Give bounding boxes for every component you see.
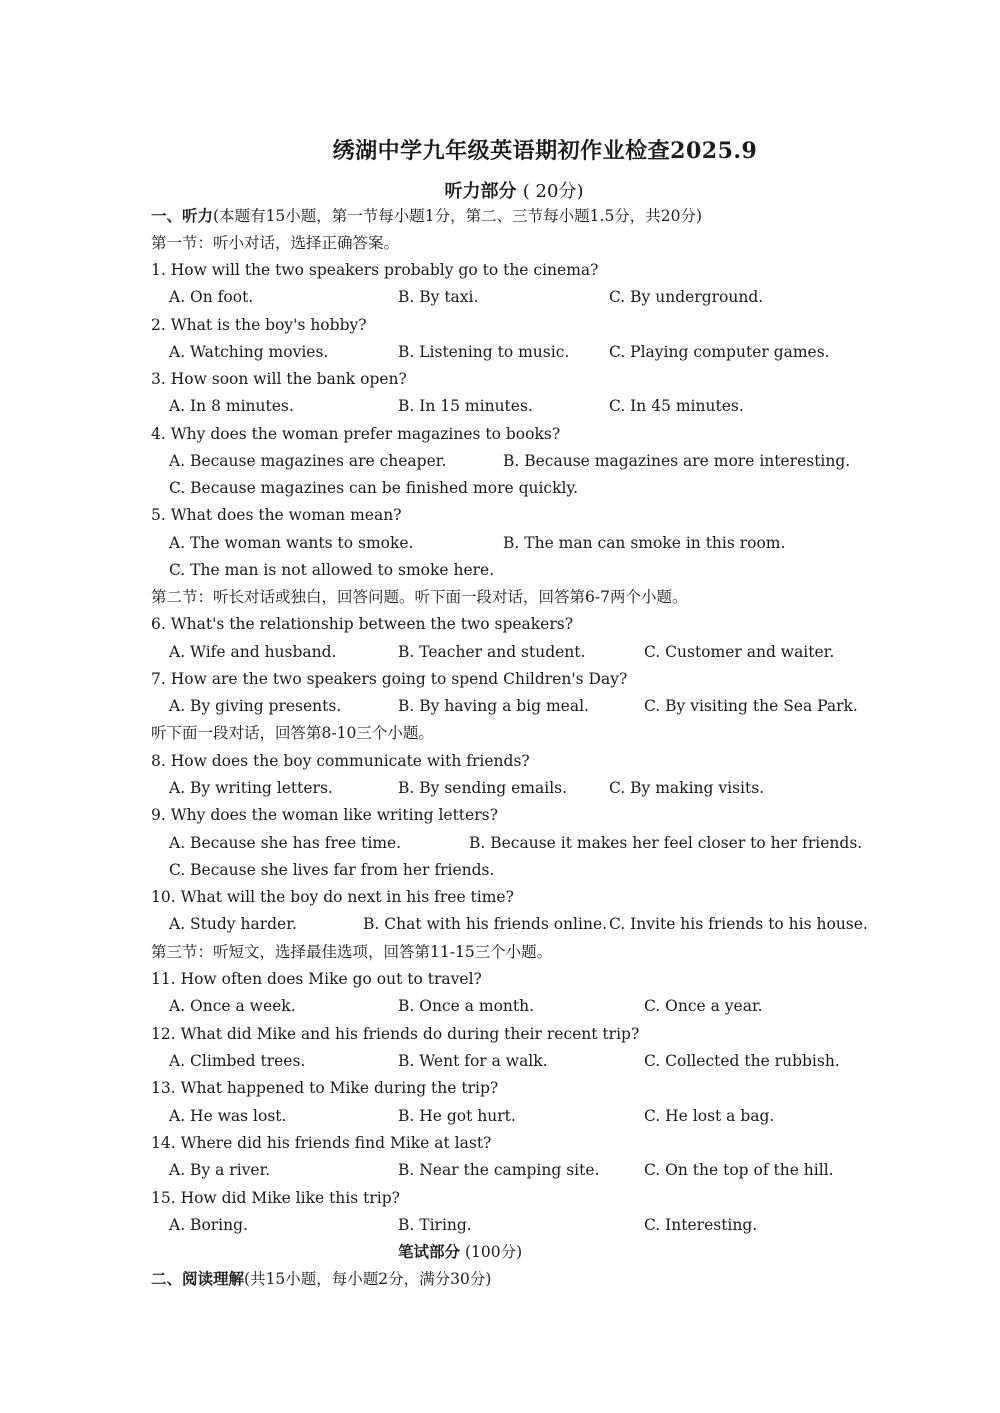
- listening-heading-points: ( 20分): [522, 181, 584, 202]
- dialogue-8-10-text: 听下面一段对话，回答第8-10三个小题。: [151, 724, 434, 742]
- option-a: A. Study harder.: [169, 915, 297, 933]
- question-text: 10. What will the boy do next in his free time?: [151, 888, 514, 906]
- option-a: A. Because magazines are cheaper.: [169, 452, 447, 470]
- option-b: B. Listening to music.: [398, 343, 570, 361]
- option-c: C. Because she lives far from her friends.: [169, 861, 495, 879]
- question-11-options: [0, 993, 1000, 1019]
- listening-heading: [0, 177, 1000, 203]
- question-4-options: [0, 448, 1000, 474]
- question-8-options: [0, 775, 1000, 801]
- option-b: B. Tiring.: [398, 1216, 472, 1234]
- question-text: 6. What's the relationship between the two speakers?: [151, 615, 574, 633]
- option-a: A. Once a week.: [169, 997, 296, 1015]
- question-9: [0, 802, 1000, 828]
- option-a: A. Climbed trees.: [169, 1052, 306, 1070]
- question-text: 5. What does the woman mean?: [151, 506, 402, 524]
- question-1-options: [0, 284, 1000, 310]
- question-12-options: [0, 1048, 1000, 1074]
- part2-label: 二、阅读理解: [151, 1269, 245, 1288]
- dialogue-8-10-heading: [0, 720, 1000, 746]
- question-text: 7. How are the two speakers going to spend Children's Day?: [151, 670, 628, 688]
- option-c: C. Playing computer games.: [609, 343, 830, 361]
- question-text: 15. How did Mike like this trip?: [151, 1189, 400, 1207]
- option-b: B. Because it makes her feel closer to her friends.: [469, 834, 863, 852]
- option-b: B. Because magazines are more interesting.: [503, 452, 851, 470]
- part1-instruction-text: [151, 203, 702, 229]
- option-c: C. Once a year.: [644, 997, 763, 1015]
- question-15: [0, 1185, 1000, 1211]
- option-a: A. The woman wants to smoke.: [169, 534, 414, 552]
- option-c: C. Because magazines can be finished more quickly.: [169, 479, 579, 497]
- part2-instruction: [0, 1266, 1000, 1292]
- question-6: [0, 611, 1000, 637]
- question-text: 14. Where did his friends find Mike at last?: [151, 1134, 492, 1152]
- question-14: [0, 1130, 1000, 1156]
- option-b: B. He got hurt.: [398, 1107, 516, 1125]
- option-c: C. Collected the rubbish.: [644, 1052, 840, 1070]
- option-b: B. By taxi.: [398, 288, 479, 306]
- question-2-options: [0, 339, 1000, 365]
- option-a: A. Watching movies.: [169, 343, 329, 361]
- section2-heading: [0, 584, 1000, 610]
- question-text: 11. How often does Mike go out to travel?: [151, 970, 482, 988]
- question-4-options-2: [0, 475, 1000, 501]
- question-text: 3. How soon will the bank open?: [151, 370, 407, 388]
- option-a: A. Because she has free time.: [169, 834, 402, 852]
- question-text: 8. How does the boy communicate with friends?: [151, 752, 530, 770]
- question-3-options: [0, 393, 1000, 419]
- option-a: A. In 8 minutes.: [169, 397, 294, 415]
- part1-label: 一、听力: [151, 206, 214, 225]
- option-a: A. By giving presents.: [169, 697, 342, 715]
- question-5: [0, 502, 1000, 528]
- section3-text: 第三节：听短文，选择最佳选项，回答第11-15三个小题。: [151, 943, 553, 961]
- written-heading: [0, 1239, 1000, 1265]
- question-13: [0, 1075, 1000, 1101]
- option-b: B. In 15 minutes.: [398, 397, 533, 415]
- option-c: C. Customer and waiter.: [644, 643, 835, 661]
- question-7-options: [0, 693, 1000, 719]
- option-b: B. Went for a walk.: [398, 1052, 548, 1070]
- option-c: C. He lost a bag.: [644, 1107, 775, 1125]
- option-b: B. By sending emails.: [398, 779, 568, 797]
- option-c: C. The man is not allowed to smoke here.: [169, 561, 495, 579]
- option-b: B. Near the camping site.: [398, 1161, 600, 1179]
- question-1: [0, 257, 1000, 283]
- question-7: [0, 666, 1000, 692]
- option-c: C. By underground.: [609, 288, 764, 306]
- option-a: A. Wife and husband.: [169, 643, 337, 661]
- written-heading-label: 笔试部分: [398, 1242, 461, 1261]
- question-text: 2. What is the boy's hobby?: [151, 316, 367, 334]
- question-9-options: [0, 830, 1000, 856]
- option-c: C. By making visits.: [609, 779, 765, 797]
- option-a: A. On foot.: [169, 288, 254, 306]
- question-text: 9. Why does the woman like writing letters?: [151, 806, 498, 824]
- option-a: A. By a river.: [169, 1161, 271, 1179]
- section3-heading: [0, 939, 1000, 965]
- option-a: A. By writing letters.: [169, 779, 333, 797]
- question-10: [0, 884, 1000, 910]
- option-b: B. Chat with his friends online.: [363, 915, 608, 933]
- question-15-options: [0, 1212, 1000, 1238]
- option-b: B. Teacher and student.: [398, 643, 586, 661]
- option-a: A. Boring.: [169, 1216, 248, 1234]
- question-9-options-2: [0, 857, 1000, 883]
- question-text: 12. What did Mike and his friends do during their recent trip?: [151, 1025, 640, 1043]
- option-c: C. Invite his friends to his house.: [609, 915, 868, 933]
- option-c: C. Interesting.: [644, 1216, 758, 1234]
- written-heading-points: (100分): [464, 1243, 523, 1261]
- option-b: B. Once a month.: [398, 997, 535, 1015]
- listening-heading-label: 听力部分: [444, 181, 517, 202]
- question-13-options: [0, 1103, 1000, 1129]
- option-b: B. The man can smoke in this room.: [503, 534, 786, 552]
- question-text: 1. How will the two speakers probably go to the cinema?: [151, 261, 599, 279]
- option-a: A. He was lost.: [169, 1107, 287, 1125]
- option-b: B. By having a big meal.: [398, 697, 589, 715]
- option-c: C. In 45 minutes.: [609, 397, 744, 415]
- question-10-options: [0, 911, 1000, 937]
- part1-instruction: [0, 203, 1000, 229]
- question-5-options-2: [0, 557, 1000, 583]
- question-4: [0, 421, 1000, 447]
- section1-text: 第一节：听小对话，选择正确答案。: [151, 234, 400, 252]
- option-c: C. By visiting the Sea Park.: [644, 697, 858, 715]
- written-heading-text: [398, 1239, 522, 1265]
- option-c: C. On the top of the hill.: [644, 1161, 834, 1179]
- question-14-options: [0, 1157, 1000, 1183]
- question-5-options: [0, 530, 1000, 556]
- question-3: [0, 366, 1000, 392]
- part1-desc: (本题有15小题，第一节每小题1分，第二、三节每小题1.5分，共20分): [213, 207, 703, 225]
- question-2: [0, 312, 1000, 338]
- part2-instruction-text: [151, 1266, 491, 1292]
- question-11: [0, 966, 1000, 992]
- question-12: [0, 1021, 1000, 1047]
- question-8: [0, 748, 1000, 774]
- section1-heading: [0, 230, 1000, 256]
- question-text: 4. Why does the woman prefer magazines to books?: [151, 425, 561, 443]
- section2-text: 第二节：听长对话或独白，回答问题。听下面一段对话，回答第6-7两个小题。: [151, 588, 688, 606]
- part2-desc: (共15小题，每小题2分，满分30分): [244, 1270, 492, 1288]
- question-text: 13. What happened to Mike during the trip?: [151, 1079, 499, 1097]
- question-6-options: [0, 639, 1000, 665]
- exam-title: 绣湖中学九年级英语期初作业检查2025.9: [332, 138, 758, 164]
